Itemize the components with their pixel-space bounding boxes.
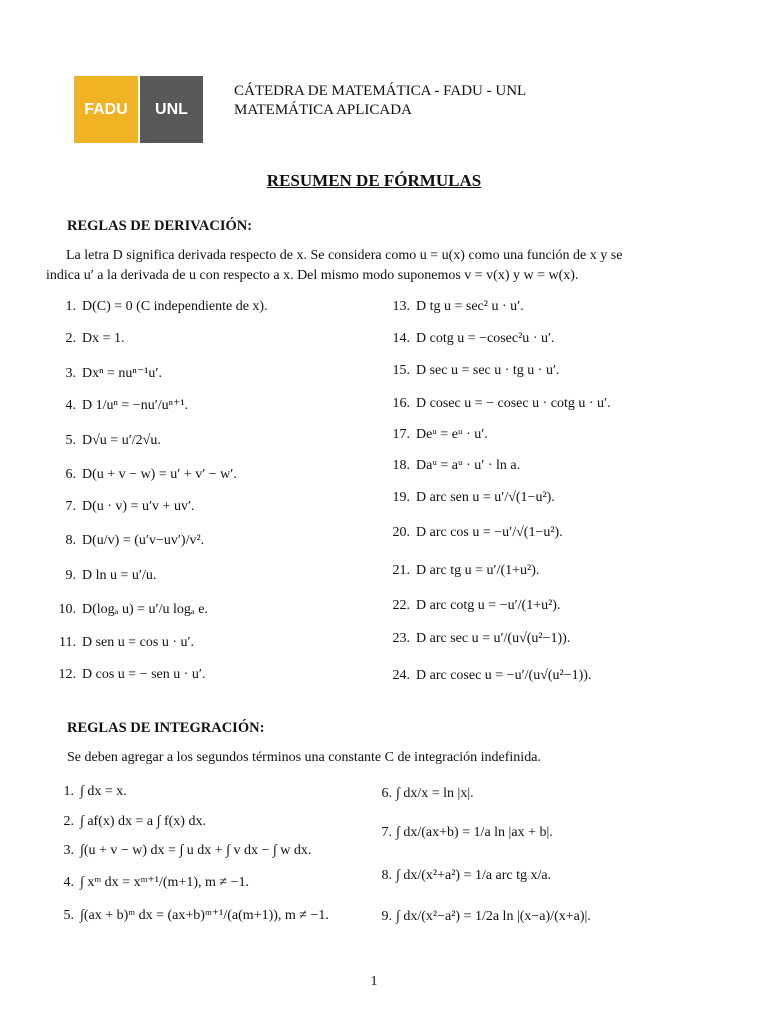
formula-number: 20. [392, 525, 410, 540]
formula-text: D(logₐ u) = u′/u logₐ e. [82, 602, 208, 617]
formula-number: 12. [58, 667, 76, 682]
formula-item [384, 458, 520, 474]
formula-number: 6. [381, 786, 392, 801]
formula-item [50, 784, 127, 800]
logo-fadu: FADU [74, 76, 138, 143]
header-line-2: MATEMÁTICA APLICADA [234, 102, 412, 118]
formula-number: 11. [59, 635, 76, 650]
formula-item [384, 427, 488, 443]
formula-number: 5. [63, 908, 74, 923]
derivation-intro-line-1: La letra D significa derivada respecto de x. Se considera como u = u(x) como una función de x y se [66, 248, 623, 263]
formula-text: D tg u = sec² u · u′. [416, 299, 524, 314]
formula-item [50, 907, 329, 924]
formula-text: D(C) = 0 (C independiente de x). [82, 299, 268, 314]
formula-text: D sec u = sec u · tg u · u′. [416, 363, 560, 378]
formula-text: D arc sen u = u′/√(1−u²). [416, 490, 555, 505]
formula-number: 21. [392, 563, 410, 578]
formula-item [50, 667, 205, 683]
formula-item [50, 568, 156, 584]
formula-text: D√u = u′/2√u. [82, 433, 161, 448]
page-number: 1 [370, 974, 378, 989]
formula-text: ∫ dx = x. [80, 784, 127, 799]
formula-item [384, 525, 563, 541]
page-title: RESUMEN DE FÓRMULAS [266, 171, 482, 190]
formula-number: 10. [58, 602, 76, 617]
formula-item [370, 786, 474, 802]
formula-text: ∫ dx/(x²−a²) = 1/2a ln |(x−a)/(x+a)|. [396, 909, 591, 924]
formula-item [384, 331, 555, 347]
integration-heading: REGLAS DE INTEGRACIÓN: [67, 720, 265, 736]
formula-text: D(u/v) = (u′v−uv′)/v². [82, 533, 205, 548]
formula-item [50, 467, 237, 483]
formula-item [50, 397, 188, 414]
formula-item [50, 602, 208, 618]
formula-item [370, 825, 553, 841]
formula-item [384, 563, 539, 579]
formula-text: D arc cotg u = −u′/(1+u²). [416, 598, 561, 613]
derivation-intro-line-2: indica u′ a la derivada de u con respecto a x. Del mismo modo suponemos v = v(x) y w = w(x). [46, 268, 579, 283]
formula-item [370, 868, 551, 884]
formula-text: D ln u = u′/u. [82, 568, 157, 583]
derivation-intro [46, 246, 706, 286]
formula-number: 23. [392, 631, 410, 646]
derivation-heading: REGLAS DE DERIVACIÓN: [67, 218, 253, 234]
formula-number: 8. [381, 868, 392, 883]
formula-text: Daᵘ = aᵘ · u′ · ln a. [416, 458, 521, 473]
formula-number: 1. [65, 299, 76, 314]
formula-item [50, 433, 161, 449]
formula-number: 1. [63, 784, 74, 799]
formula-number: 14. [392, 331, 410, 346]
formula-text: D cos u = − sen u · u′. [82, 667, 206, 682]
formula-number: 13. [392, 299, 410, 314]
formula-number: 16. [392, 396, 410, 411]
formula-item [50, 299, 268, 315]
formula-number: 8. [65, 533, 76, 548]
formula-text: Dx = 1. [82, 331, 125, 346]
formula-item [384, 490, 555, 506]
formula-number: 7. [381, 825, 392, 840]
formula-text: D arc cosec u = −u′/(u√(u²−1)). [416, 668, 592, 683]
logo-unl: UNL [140, 76, 203, 143]
formula-item [50, 814, 206, 830]
formula-item [384, 363, 560, 379]
formula-text: D arc tg u = u′/(1+u²). [416, 563, 540, 578]
formula-item [50, 499, 195, 515]
formula-text: ∫ dx/x = ln |x|. [396, 786, 474, 801]
formula-text: ∫(u + v − w) dx = ∫ u dx + ∫ v dx − ∫ w dx. [80, 843, 312, 858]
formula-number: 19. [392, 490, 410, 505]
formula-item [50, 874, 249, 891]
formula-number: 17. [392, 427, 410, 442]
formula-item [50, 635, 194, 651]
formula-text: D(u · v) = u′v + uv′. [82, 499, 195, 514]
formula-number: 22. [392, 598, 410, 613]
formula-number: 2. [65, 331, 76, 346]
formula-text: D 1/uⁿ = −nu′/uⁿ⁺¹. [82, 398, 189, 413]
integration-intro: Se deben agregar a los segundos términos una constante C de integración indefinida. [67, 750, 541, 765]
formula-item [384, 668, 591, 684]
formula-number: 15. [392, 363, 410, 378]
fadu-unl-logo [74, 76, 203, 143]
formula-number: 5. [65, 433, 76, 448]
formula-number: 3. [63, 843, 74, 858]
formula-item [384, 631, 570, 647]
formula-item [370, 909, 591, 925]
formula-item [384, 396, 611, 412]
formula-text: D sen u = cos u · u′. [82, 635, 195, 650]
formula-number: 2. [63, 814, 74, 829]
formula-text: ∫ dx/(ax+b) = 1/a ln |ax + b|. [396, 825, 553, 840]
formula-text: Dxⁿ = nuⁿ⁻¹u′. [82, 366, 162, 381]
formula-text: ∫(ax + b)ᵐ dx = (ax+b)ᵐ⁺¹/(a(m+1)), m ≠ −1. [80, 908, 329, 923]
formula-item [384, 299, 524, 315]
formula-item [50, 843, 311, 859]
formula-number: 9. [381, 909, 392, 924]
formula-text: D(u + v − w) = u′ + v′ − w′. [82, 467, 237, 482]
formula-text: ∫ af(x) dx = a ∫ f(x) dx. [80, 814, 206, 829]
formula-text: D cotg u = −cosec²u · u′. [416, 331, 555, 346]
formula-text: D arc sec u = u′/(u√(u²−1)). [416, 631, 571, 646]
formula-item [50, 365, 162, 382]
formula-text: D arc cos u = −u′/√(1−u²). [416, 525, 563, 540]
formula-number: 4. [63, 875, 74, 890]
formula-item [50, 331, 125, 347]
document-header [234, 82, 526, 120]
formula-text: ∫ dx/(x²+a²) = 1/a arc tg x/a. [396, 868, 552, 883]
formula-number: 18. [392, 458, 410, 473]
formula-number: 6. [65, 467, 76, 482]
formula-number: 9. [65, 568, 76, 583]
formula-text: ∫ xᵐ dx = xᵐ⁺¹/(m+1), m ≠ −1. [80, 875, 249, 890]
formula-number: 7. [65, 499, 76, 514]
formula-number: 24. [392, 668, 410, 683]
formula-text: Deᵘ = eᵘ · u′. [416, 427, 488, 442]
formula-number: 4. [65, 398, 76, 413]
formula-text: D cosec u = − cosec u · cotg u · u′. [416, 396, 611, 411]
formula-number: 3. [65, 366, 76, 381]
formula-item [384, 598, 560, 614]
formula-item [50, 533, 204, 549]
header-line-1: CÁTEDRA DE MATEMÁTICA - FADU - UNL [234, 83, 527, 99]
